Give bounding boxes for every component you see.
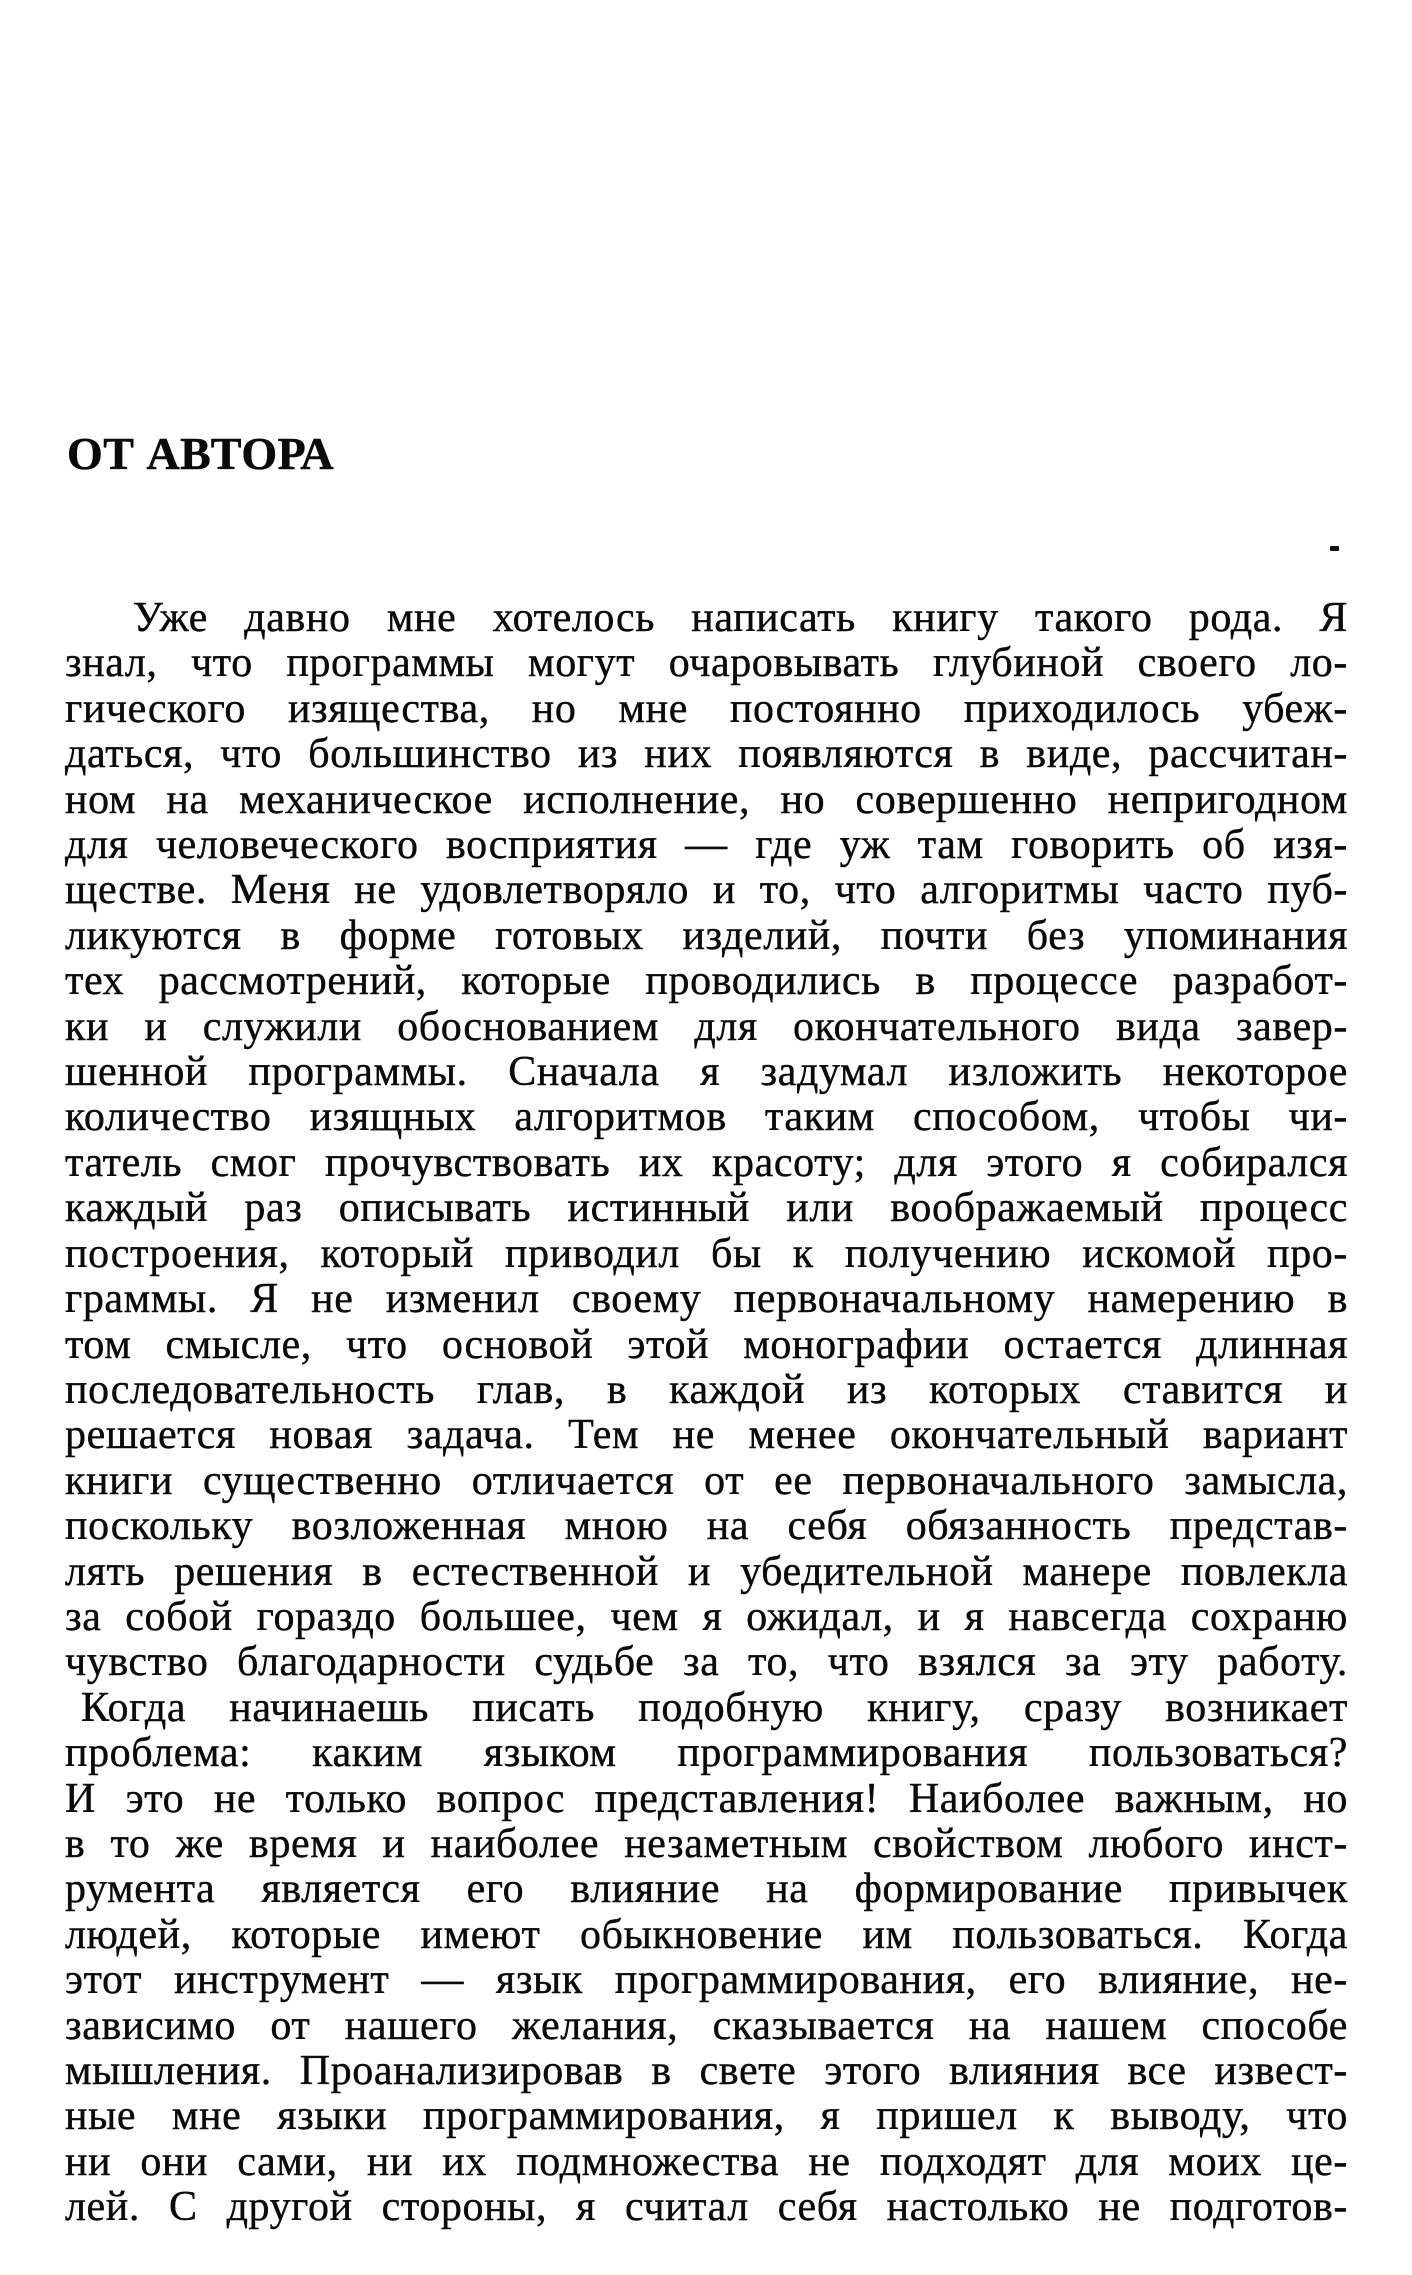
text-line: гического изящества, но мне постоянно приходилось убеж- <box>65 685 1348 732</box>
text-line: поскольку возложенная мною на себя обязанность представ- <box>65 1503 1348 1550</box>
text-line: лей. С другой стороны, я считал себя настолько не подготов- <box>65 2184 1348 2231</box>
text-line: за собой гораздо большее, чем я ожидал, и я навсегда сохраню <box>65 1593 1348 1640</box>
text-line: И это не только вопрос представления! Наиболее важным, но <box>65 1775 1348 1822</box>
body-text <box>65 596 1348 2231</box>
text-line: проблема: каким языком программирования пользоваться? <box>65 1730 1348 1777</box>
text-line: построения, который приводил бы к получению искомой про- <box>65 1230 1348 1277</box>
paragraph <box>65 1686 1348 2231</box>
text-line: ки и служили обоснованием для окончательного вида завер- <box>65 1003 1348 1050</box>
text-line: книги существенно отличается от ее первоначального замысла, <box>65 1457 1348 1504</box>
text-line: том смысле, что основой этой монографии остается длинная <box>65 1321 1348 1368</box>
text-line: шенной программы. Сначала я задумал изложить некоторое <box>65 1049 1348 1096</box>
text-line: чувство благодарности судьбе за то, что взялся за эту работу. <box>65 1639 1348 1686</box>
text-line: ном на механическое исполнение, но совершенно непригодном <box>65 776 1348 823</box>
text-line: ществе. Меня не удовлетворяло и то, что алгоритмы часто пуб- <box>65 867 1348 914</box>
text-line: тех рассмотрений, которые проводились в процессе разработ- <box>65 958 1348 1005</box>
text-line: граммы. Я не изменил своему первоначальному намерению в <box>65 1276 1348 1323</box>
paragraph <box>65 596 1348 1686</box>
text-line: решается новая задача. Тем не менее окончательный вариант <box>65 1412 1348 1459</box>
text-line: этот инструмент — язык программирования, его влияние, не- <box>65 1957 1348 2004</box>
text-line: последовательность глав, в каждой из которых ставится и <box>65 1366 1348 1413</box>
text-line: каждый раз описывать истинный или воображаемый процесс <box>65 1185 1348 1232</box>
text-line: даться, что большинство из них появляются в виде, рассчитан- <box>65 731 1348 778</box>
text-line: лять решения в естественной и убедительной манере повлекла <box>65 1548 1348 1595</box>
text-line: Уже давно мне хотелось написать книгу такого рода. Я <box>133 595 1348 641</box>
page-title: ОТ АВТОРА <box>67 428 335 479</box>
text-line: знал, что программы могут очаровывать глубиной своего ло- <box>65 640 1348 687</box>
text-line: румента является его влияние на формирование привычек <box>65 1866 1348 1913</box>
text-line: ликуются в форме готовых изделий, почти без упоминания <box>65 912 1348 959</box>
text-line: Когда начинаешь писать подобную книгу, сразу возникает <box>81 1684 1348 1731</box>
scan-speck-artifact <box>1330 546 1339 551</box>
text-line: для человеческого восприятия — где уж там говорить об изя- <box>65 822 1348 869</box>
text-line: количество изящных алгоритмов таким способом, чтобы чи- <box>65 1094 1348 1141</box>
text-line: ни они сами, ни их подмножества не подходят для моих це- <box>65 2138 1348 2185</box>
text-line: татель смог прочувствовать их красоту; для этого я собирался <box>65 1139 1348 1186</box>
text-line: зависимо от нашего желания, сказывается на нашем способе <box>65 2002 1348 2049</box>
text-line: в то же время и наиболее незаметным свойством любого инст- <box>65 1820 1348 1867</box>
text-line: ные мне языки программирования, я пришел к выводу, что <box>65 2093 1348 2140</box>
text-line: мышления. Проанализировав в свете этого влияния все извест- <box>65 2048 1348 2094</box>
text-line: людей, которые имеют обыкновение им пользоваться. Когда <box>65 1911 1348 1958</box>
